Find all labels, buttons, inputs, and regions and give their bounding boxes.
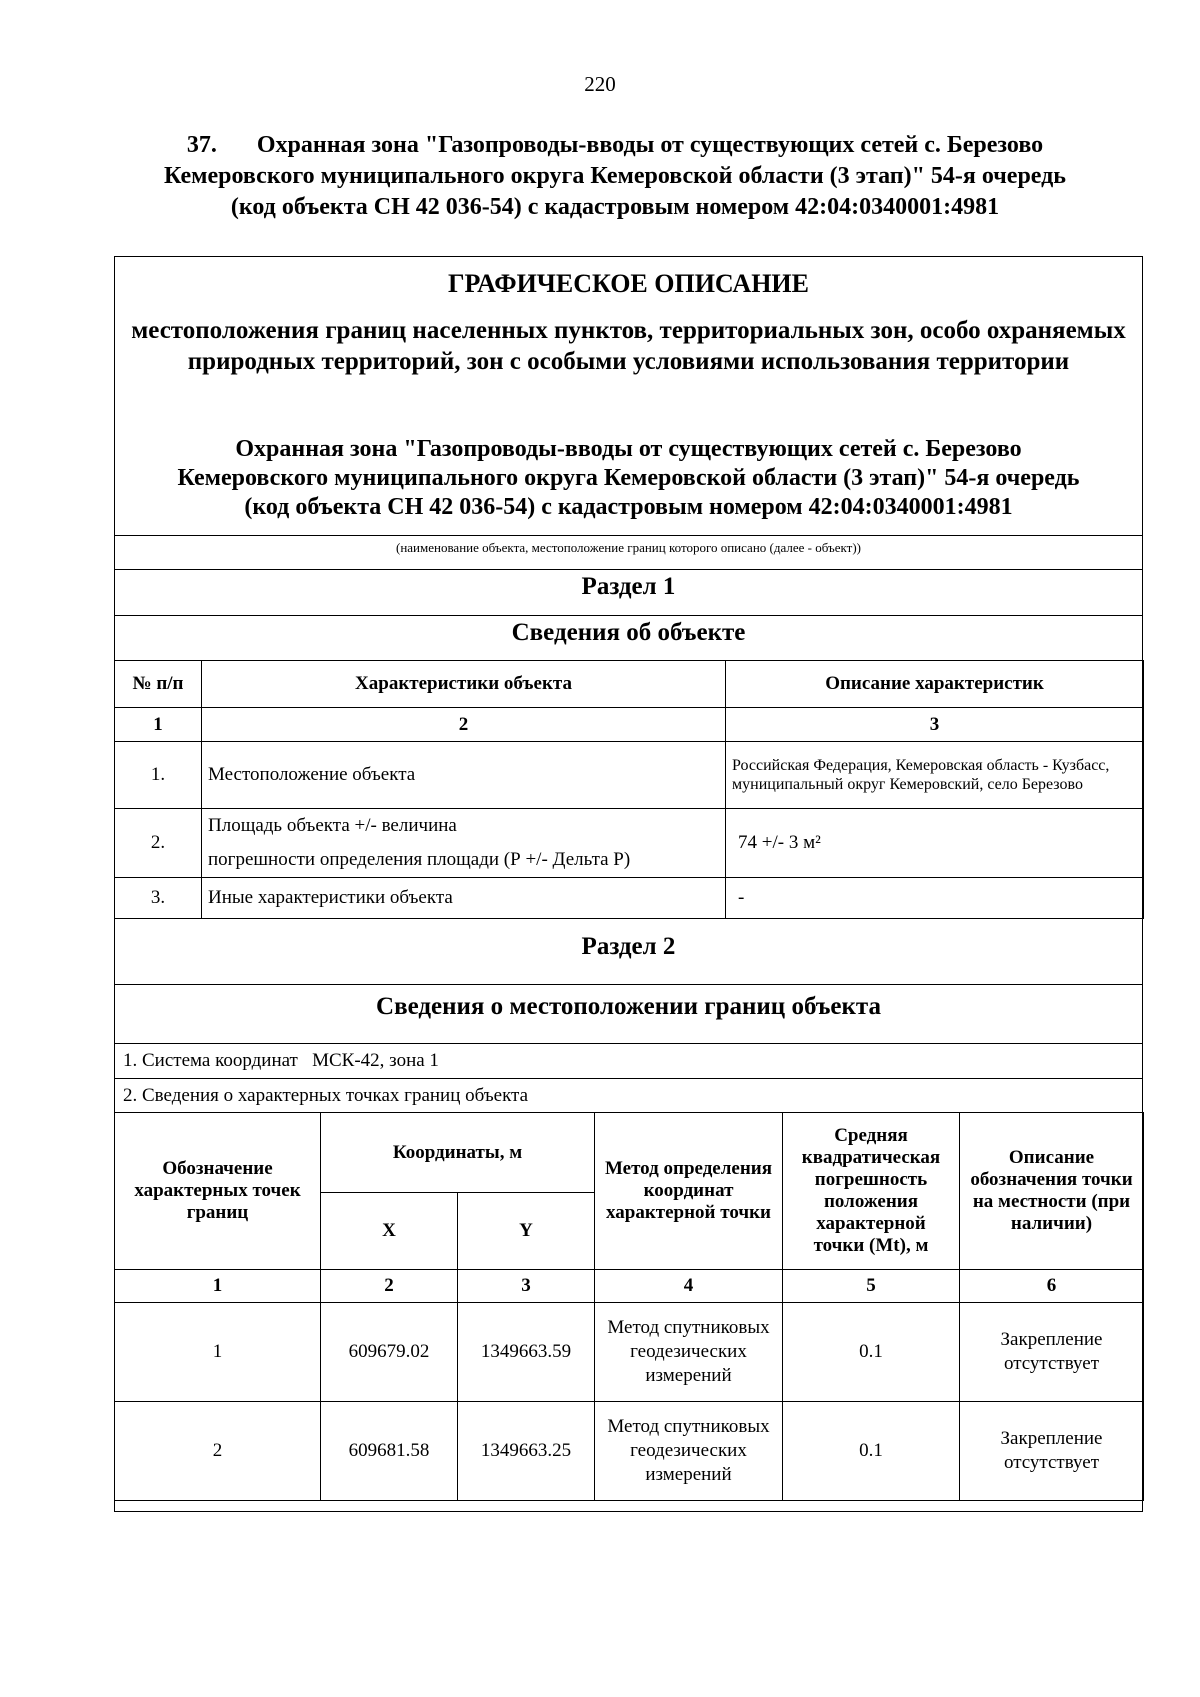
table-row [115, 809, 1144, 878]
heading-number: 37. [186, 132, 217, 158]
table-row [115, 742, 1144, 809]
form-subtitle: местоположения границ населенных пунктов, территориальных зон, особо охраняемых природных территорий, зон с особыми условиями использования территории [131, 317, 1126, 375]
object-name [115, 435, 1142, 522]
page-number: 220 [584, 72, 616, 96]
object-name-line-1: Охранная зона "Газопроводы-вводы от существующих сетей с. Березово [235, 436, 1022, 462]
col-header: Описание характеристик [726, 661, 1144, 708]
form-title: ГРАФИЧЕСКОЕ ОПИСАНИЕ [448, 269, 809, 298]
table-header-row [115, 1113, 1144, 1193]
object-name-line-3: (код объекта СН 42 036-54) с кадастровым номером 42:04:0340001:4981 [244, 494, 1013, 520]
object-info-table [114, 660, 1144, 919]
point-x: 609681.58 [321, 1402, 458, 1501]
point-y: 1349663.25 [458, 1402, 595, 1501]
point-mt: 0.1 [783, 1303, 960, 1402]
column-number-row [115, 708, 1144, 742]
section2-title: Раздел 2 [581, 933, 676, 960]
point-y: 1349663.59 [458, 1303, 595, 1402]
characteristic-name: Иные характеристики объекта [202, 878, 726, 919]
row-number: 2. [115, 809, 202, 878]
table-row [115, 878, 1144, 919]
point-x: 609679.02 [321, 1303, 458, 1402]
col-header-designation: Обозначение характерных точек границ [115, 1113, 321, 1270]
col-number: 1 [115, 1270, 321, 1303]
col-header-x: X [321, 1193, 458, 1270]
graphic-description-form [114, 256, 1143, 1512]
column-number-row [115, 1270, 1144, 1303]
points-label: 2. Сведения о характерных точках границ объекта [123, 1085, 529, 1106]
point-mt: 0.1 [783, 1402, 960, 1501]
table-row [115, 1402, 1144, 1501]
col-number: 1 [115, 708, 202, 742]
characteristic-name: Местоположение объекта [202, 742, 726, 809]
characteristic-value: - [726, 878, 1144, 919]
point-description: Закрепление отсутствует [960, 1303, 1144, 1402]
object-name-caption: (наименование объекта, местоположение границ которого описано (далее - объект)) [396, 540, 861, 555]
col-header: № п/п [115, 661, 202, 708]
divider [115, 615, 1142, 616]
divider [115, 1043, 1142, 1044]
col-number: 5 [783, 1270, 960, 1303]
divider [115, 569, 1142, 570]
boundary-points-table [114, 1112, 1144, 1501]
coordinate-system [123, 1050, 439, 1072]
col-header-description: Описание обозначения точки на местности (при наличии) [960, 1113, 1144, 1270]
object-name-line-2: Кемеровского муниципального округа Кемеровской области (3 этап)" 54-я очередь [177, 465, 1080, 491]
col-number: 6 [960, 1270, 1144, 1303]
characteristic-value: 74 +/- 3 м² [726, 809, 1144, 878]
col-header: Характеристики объекта [202, 661, 726, 708]
coordinate-system-label: 1. Система координат [123, 1050, 298, 1071]
col-number: 2 [202, 708, 726, 742]
divider [115, 535, 1142, 536]
document-heading [120, 130, 1110, 223]
characteristic-name [202, 809, 726, 878]
point-id: 1 [115, 1303, 321, 1402]
table-row [115, 1303, 1144, 1402]
col-number: 2 [321, 1270, 458, 1303]
divider [115, 1078, 1142, 1079]
point-method: Метод спутниковых геодезических измерений [595, 1303, 783, 1402]
col-number: 3 [726, 708, 1144, 742]
section1-title: Раздел 1 [581, 573, 676, 600]
col-number: 3 [458, 1270, 595, 1303]
characteristic-name-line-1: Площадь объекта +/- величина [208, 815, 457, 836]
point-method: Метод спутниковых геодезических измерений [595, 1402, 783, 1501]
col-header-method: Метод определения координат характерной точки [595, 1113, 783, 1270]
col-header-coordinates: Координаты, м [321, 1113, 595, 1193]
col-header-y: Y [458, 1193, 595, 1270]
heading-line-3: (код объекта СН 42 036-54) с кадастровым номером 42:04:0340001:4981 [230, 194, 1000, 220]
row-number: 1. [115, 742, 202, 809]
divider [115, 984, 1142, 985]
heading-line-1: Охранная зона "Газопроводы-вводы от существующих сетей с. Березово [256, 132, 1044, 158]
section2-subtitle: Сведения о местоположении границ объекта [376, 993, 881, 1020]
point-description: Закрепление отсутствует [960, 1402, 1144, 1501]
point-id: 2 [115, 1402, 321, 1501]
heading-line-2: Кемеровского муниципального округа Кемеровской области (3 этап)" 54-я очередь [164, 163, 1066, 189]
col-number: 4 [595, 1270, 783, 1303]
characteristic-name-line-2: погрешности определения площади (Р +/- Дельта Р) [208, 849, 631, 870]
col-header-error: Средняя квадратическая погрешность положения характерной точки (Mt), м [783, 1113, 960, 1270]
row-number: 3. [115, 878, 202, 919]
characteristic-value: Российская Федерация, Кемеровская область - Кузбасс, муниципальный округ Кемеровский, село Березово [726, 742, 1144, 809]
table-header-row [115, 661, 1144, 708]
section1-subtitle: Сведения об объекте [511, 619, 746, 646]
coordinate-system-value: МСК-42, зона 1 [312, 1050, 439, 1071]
